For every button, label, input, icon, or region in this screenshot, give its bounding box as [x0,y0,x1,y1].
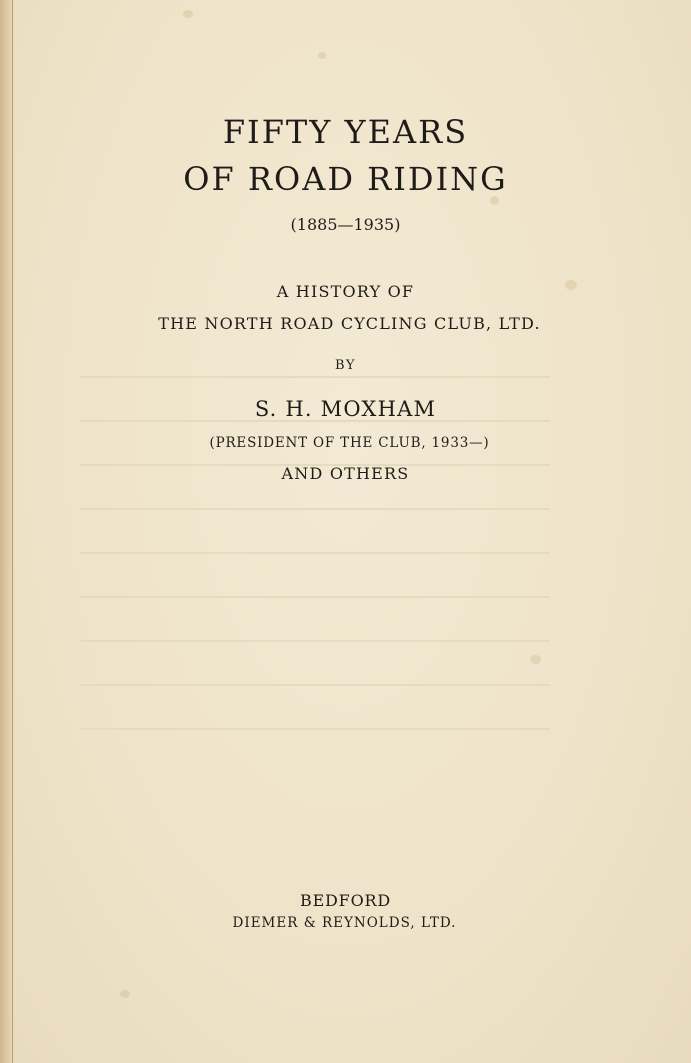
author-name: S. H. MOXHAM [254,397,437,421]
publisher-name: DIEMER & REYNOLDS, LTD. [232,915,457,931]
show-through-row [80,596,550,598]
show-through-row [80,728,550,730]
paper-spot [318,52,326,59]
publication-place: BEDFORD [300,891,391,910]
show-through-row [80,552,550,554]
show-through-row [80,376,550,378]
paper-spot [120,990,130,998]
paper-spot [530,655,541,664]
show-through-row [80,684,550,686]
and-others: AND OTHERS [281,464,410,483]
paper-spot [183,10,193,18]
subtitle-line-2: THE NORTH ROAD CYCLING CLUB, LTD. [158,314,541,333]
book-title-line-2: OF ROAD RIDING [183,160,508,198]
show-through-row [80,508,550,510]
by-label: BY [335,358,356,373]
author-role: (PRESIDENT OF THE CLUB, 1933—) [209,435,490,451]
book-title-line-1: FIFTY YEARS [222,113,469,151]
show-through-row [80,640,550,642]
subtitle-line-1: A HISTORY OF [276,282,415,301]
book-years: (1885—1935) [290,215,401,234]
